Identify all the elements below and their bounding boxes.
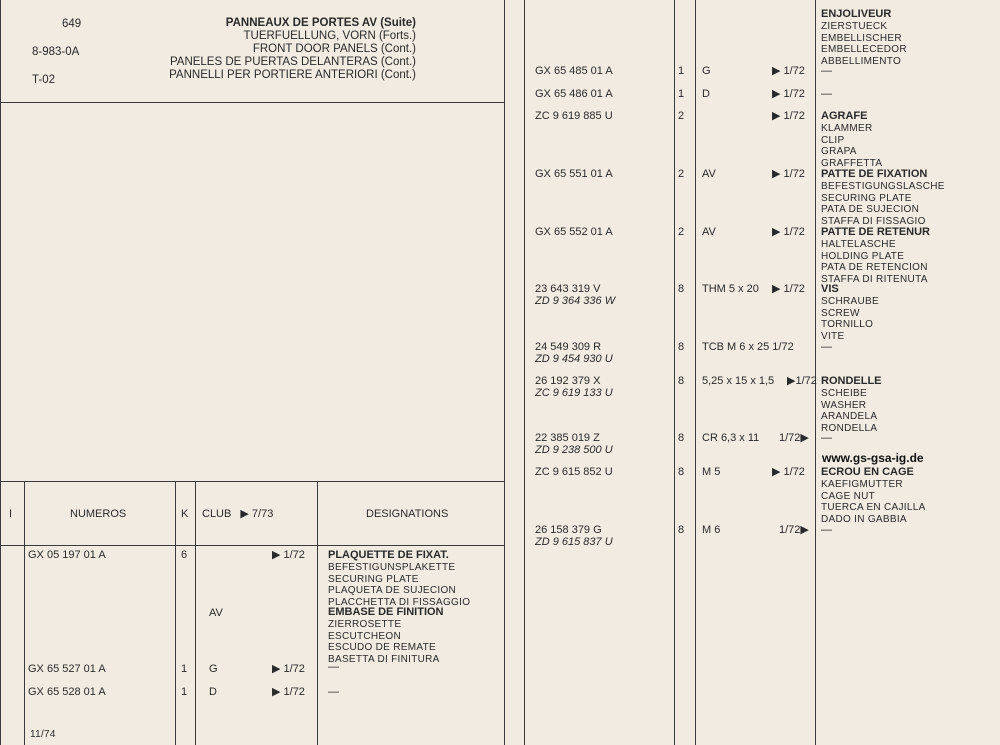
right-row-5-k: 8: [678, 283, 685, 295]
left-index-divider: [24, 481, 25, 745]
right-row-2-num: ZC 9 619 885 U: [535, 110, 613, 122]
left-row-1-desc-2: ESCUTCHEON: [328, 630, 402, 642]
right-row-5-alt: ZD 9 364 336 W: [535, 295, 616, 307]
right-row-8-club: 1/72▶: [779, 432, 809, 444]
right-row-4-desc-1: HALTELASCHE: [821, 239, 896, 250]
right-row-5-club: ▶ 1/72: [772, 283, 805, 295]
right-row-6-pos: TCB M 6 x 25 1/72: [702, 341, 794, 353]
left-row-3-num: GX 65 528 01 A: [28, 686, 106, 698]
right-row-5-desc-3: TORNILLO: [821, 319, 874, 330]
right-row-0-club: ▶ 1/72: [772, 65, 805, 77]
right-row-5-desc-4: VITE: [821, 330, 845, 342]
left-row-1-desc-bold: EMBASE DE FINITION: [328, 606, 444, 618]
right-row-7-desc-4: RONDELLA: [821, 422, 878, 434]
left-row-0-club: ▶ 1/72: [272, 549, 305, 561]
header-bottom-line: [0, 102, 504, 103]
right-row-9-designation: [821, 466, 926, 525]
right-row-9-club: ▶ 1/72: [772, 466, 805, 478]
right-row-4-num: GX 65 552 01 A: [535, 226, 613, 238]
right-row-1-club: ▶ 1/72: [772, 88, 805, 100]
right-row-10-desc: —: [821, 524, 832, 536]
right-row-9-k: 8: [678, 466, 685, 478]
right-row-3-club: ▶ 1/72: [772, 168, 805, 180]
title-en: FRONT DOOR PANELS (Cont.): [252, 43, 416, 55]
left-row-0-desc-1: BEFESTIGUNSPLAKETTE: [328, 562, 456, 573]
right-row-4-desc-4: STAFFA DI RITENUTA: [821, 273, 928, 285]
right-row-9-desc-2: CAGE NUT: [821, 490, 876, 502]
right-row-6-alt: ZD 9 454 930 U: [535, 353, 613, 365]
right-top-designation: [821, 8, 907, 67]
right-row-7-designation: [821, 375, 882, 434]
col-header-numeros: NUMEROS: [70, 508, 127, 520]
left-row-0-num: GX 05 197 01 A: [28, 549, 106, 561]
right-row-6-num: 24 549 309 R: [535, 341, 602, 353]
page-title-block: [100, 17, 416, 82]
right-row-3-desc-2: SECURING PLATE: [821, 192, 912, 204]
left-row-3-pos: D: [209, 686, 217, 698]
right-row-2-desc-3: GRAPA: [821, 146, 857, 157]
right-num-divider: [674, 0, 675, 745]
right-top-desc-2: EMBELLISCHER: [821, 32, 902, 44]
right-row-4-desc-2: HOLDING PLATE: [821, 250, 905, 262]
left-row-1-designation: [328, 606, 444, 665]
right-row-4-desc-3: PATA DE RETENCION: [821, 262, 928, 273]
right-row-1-desc: —: [821, 88, 832, 100]
left-row-2-desc: —: [328, 661, 339, 673]
right-row-2-club: ▶ 1/72: [772, 110, 805, 122]
right-row-10-club: 1/72▶: [779, 524, 809, 536]
right-row-9-desc-4: DADO IN GABBIA: [821, 513, 907, 525]
left-row-2-club: ▶ 1/72: [272, 663, 305, 675]
right-row-3-pos: AV: [702, 168, 716, 180]
right-row-7-desc-1: SCHEIBE: [821, 388, 868, 399]
col-header-bottom-line: [0, 545, 504, 546]
right-row-3-desc-3: PATA DE SUJECION: [821, 204, 920, 215]
col-header-index: I: [9, 508, 13, 520]
right-row-0-pos: G: [702, 65, 711, 77]
left-k-divider: [195, 481, 196, 745]
right-row-3-num: GX 65 551 01 A: [535, 168, 613, 180]
right-row-3-desc-bold: PATTE DE FIXATION: [821, 168, 928, 180]
left-row-0-desc-4: PLACCHETTA DI FISSAGGIO: [328, 596, 471, 608]
col-header-k: K: [181, 508, 189, 520]
ref-code: 8-983-0A: [32, 46, 80, 58]
tab-code: T-02: [32, 74, 56, 86]
right-top-desc-4: ABBELLIMENTO: [821, 55, 902, 67]
left-row-3-club: ▶ 1/72: [272, 686, 305, 698]
right-row-6-k: 8: [678, 341, 685, 353]
left-row-3-k: 1: [181, 686, 188, 698]
right-club-divider: [815, 0, 816, 745]
right-row-2-desc-2: CLIP: [821, 134, 845, 146]
right-row-2-desc-4: GRAFFETTA: [821, 157, 883, 169]
right-row-7-num: 26 192 379 X: [535, 375, 601, 387]
right-row-4-desc-bold: PATTE DE RETENUR: [821, 226, 930, 238]
right-row-7-alt: ZC 9 619 133 U: [535, 387, 613, 399]
right-row-5-desc-2: SCREW: [821, 307, 860, 319]
right-row-3-designation: [821, 168, 945, 227]
right-row-7-desc-2: WASHER: [821, 399, 867, 411]
right-row-6-desc: —: [821, 341, 832, 353]
title-es: PANELES DE PUERTAS DELANTERAS (Cont.): [169, 56, 416, 68]
right-row-3-desc-1: BEFESTIGUNGSLASCHE: [821, 181, 945, 192]
right-row-7-k: 8: [678, 375, 685, 387]
right-row-2-desc-bold: AGRAFE: [821, 110, 868, 122]
left-row-0-desc-3: PLAQUETA DE SUJECION: [328, 585, 457, 596]
col-header-top-line: [0, 481, 504, 482]
left-club-divider: [317, 481, 318, 745]
left-row-3-desc: —: [328, 686, 339, 698]
left-row-1-desc-1: ZIERROSETTE: [328, 619, 402, 630]
right-top-desc-bold: ENJOLIVEUR: [821, 8, 892, 20]
right-row-0-desc: —: [821, 65, 832, 77]
right-row-0-num: GX 65 485 01 A: [535, 65, 613, 77]
page-number: 649: [62, 18, 82, 30]
right-row-0-k: 1: [678, 65, 685, 77]
right-row-5-num: 23 643 319 V: [535, 283, 601, 295]
left-row-2-k: 1: [181, 663, 188, 675]
right-row-10-num: 26 158 379 G: [535, 524, 602, 536]
left-row-0-designation: [328, 549, 470, 608]
right-row-9-desc-bold: ECROU EN CAGE: [821, 466, 914, 478]
right-row-2-k: 2: [678, 110, 685, 122]
right-row-1-pos: D: [702, 88, 710, 100]
col-header-club-label: CLUB: [202, 508, 232, 520]
left-row-1-pos: AV: [209, 607, 223, 619]
right-row-4-k: 2: [678, 226, 685, 238]
right-row-1-num: GX 65 486 01 A: [535, 88, 613, 100]
right-row-10-k: 8: [678, 524, 685, 536]
left-row-0-desc-bold: PLAQUETTE DE FIXAT.: [328, 549, 449, 561]
right-row-9-desc-1: KAEFIGMUTTER: [821, 479, 903, 490]
left-border: [0, 0, 1, 745]
right-row-2-designation: [821, 110, 882, 169]
left-row-0-k: 6: [181, 549, 188, 561]
right-row-7-desc-bold: RONDELLE: [821, 375, 882, 387]
right-row-5-designation: [821, 283, 879, 342]
right-first-divider: [524, 0, 525, 745]
right-top-desc-3: EMBELLECEDOR: [821, 44, 907, 55]
right-row-7-club: ▶1/72: [787, 375, 817, 387]
left-row-2-pos: G: [209, 663, 218, 675]
right-top-desc-1: ZIERSTUECK: [821, 21, 888, 32]
right-row-8-alt: ZD 9 238 500 U: [535, 444, 613, 456]
right-row-8-pos: CR 6,3 x 11: [702, 432, 760, 444]
left-row-1-desc-4: BASETTA DI FINITURA: [328, 653, 440, 665]
right-row-10-pos: M 6: [702, 524, 721, 536]
left-row-2-num: GX 65 527 01 A: [28, 663, 106, 675]
right-row-7-pos: 5,25 x 15 x 1,5: [702, 375, 775, 387]
center-divider: [504, 0, 505, 745]
right-row-9-num: ZC 9 615 852 U: [535, 466, 613, 478]
title-it: PANNELLI PER PORTIERE ANTERIORI (Cont.): [169, 69, 416, 81]
watermark-url: www.gs-gsa-ig.de: [822, 451, 924, 465]
right-row-8-k: 8: [678, 432, 685, 444]
right-k-divider: [695, 0, 696, 745]
right-row-4-designation: [821, 226, 930, 285]
right-row-10-alt: ZD 9 615 837 U: [535, 536, 613, 548]
title-fr: PANNEAUX DE PORTES AV (Suite): [225, 17, 416, 29]
right-row-4-club: ▶ 1/72: [772, 226, 805, 238]
right-row-5-desc-bold: VIS: [821, 283, 839, 295]
right-row-3-k: 2: [678, 168, 685, 180]
right-row-3-desc-4: STAFFA DI FISSAGIO: [821, 215, 926, 227]
right-row-8-desc: —: [821, 432, 832, 444]
right-row-9-desc-3: TUERCA EN CAJILLA: [821, 502, 926, 513]
right-row-9-pos: M 5: [702, 466, 721, 478]
right-row-1-k: 1: [678, 88, 685, 100]
left-row-0-desc-2: SECURING PLATE: [328, 573, 419, 585]
left-row-1-desc-3: ESCUDO DE REMATE: [328, 642, 436, 653]
title-de: TUERFUELLUNG, VORN (Forts.): [243, 30, 416, 42]
footer-date: 11/74: [30, 729, 56, 740]
col-header-club-date: ▶ 7/73: [240, 508, 274, 520]
col-header-club: [202, 508, 273, 521]
right-row-2-desc-1: KLAMMER: [821, 123, 873, 134]
right-row-4-pos: AV: [702, 226, 716, 238]
col-header-designations: DESIGNATIONS: [366, 508, 449, 520]
right-row-7-desc-3: ARANDELA: [821, 411, 878, 422]
left-num-divider: [175, 481, 176, 745]
right-row-5-desc-1: SCHRAUBE: [821, 296, 879, 307]
right-row-8-num: 22 385 019 Z: [535, 432, 600, 444]
right-row-5-pos: THM 5 x 20: [702, 283, 759, 295]
